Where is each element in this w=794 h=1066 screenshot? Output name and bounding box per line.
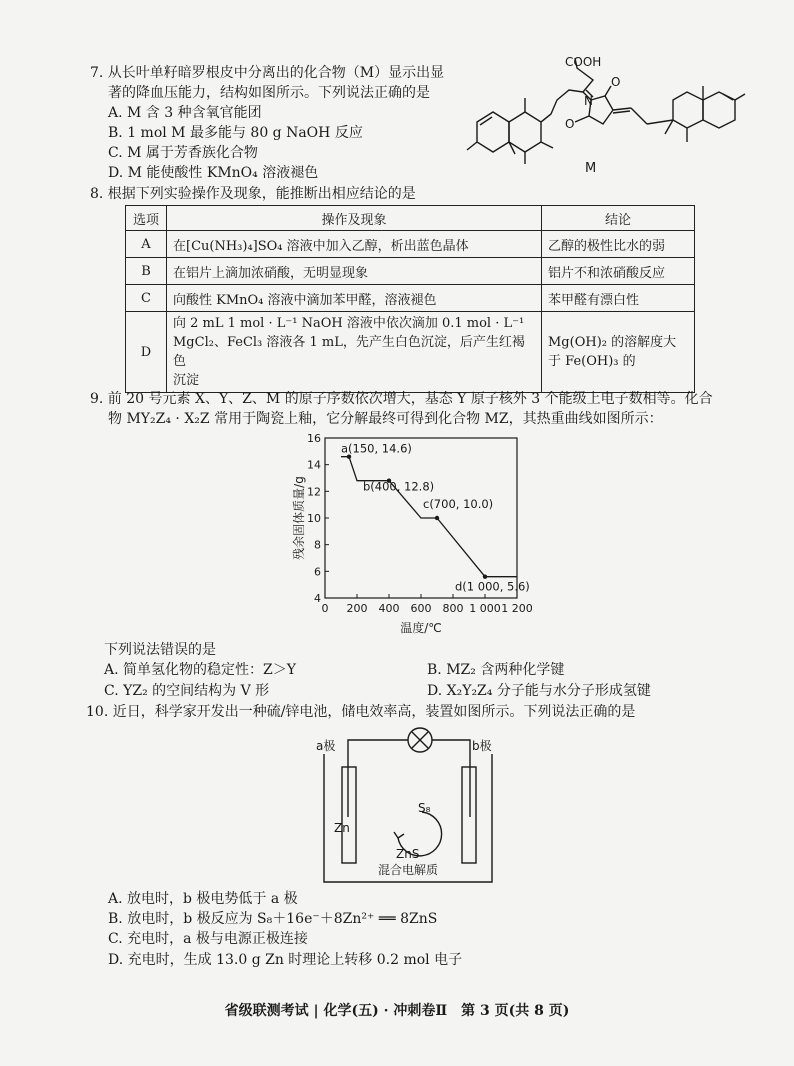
q9-option-b: B. MZ₂ 含两种化学键	[427, 662, 565, 678]
row-operation	[167, 312, 542, 393]
x-tick-label: 0	[321, 602, 329, 615]
x-tick-label: 1 200	[501, 602, 533, 615]
row-option: D	[126, 312, 167, 393]
battery-diagram	[310, 722, 510, 887]
page-footer: 省级联测考试 | 化学(五) · 冲刺卷Ⅱ 第 3 页(共 8 页)	[224, 1003, 570, 1019]
row-operation: 在铝片上滴加浓硝酸，无明显现象	[167, 258, 542, 285]
y-tick-label: 14	[307, 458, 321, 472]
table-row	[126, 231, 695, 258]
x-tick-label: 1 000	[469, 602, 501, 615]
header-operation: 操作及现象	[167, 206, 542, 231]
q10-stem: 10. 近日，科学家开发出一种硫/锌电池，储电效率高，装置如图所示。下列说法正确的是	[86, 704, 636, 720]
x-tick-label: 600	[410, 602, 432, 615]
data-point-label: a(150, 14.6)	[341, 441, 412, 456]
table-row	[126, 285, 695, 312]
q7-option-a: A. M 含 3 种含氧官能团	[108, 105, 262, 121]
row-option: C	[126, 285, 167, 312]
x-axis-label: 温度/℃	[400, 621, 442, 635]
q9-prompt: 下列说法错误的是	[104, 642, 216, 658]
row-conclusion	[542, 312, 695, 393]
header-option: 选项	[126, 206, 167, 231]
q7-option-d: D. M 能使酸性 KMnO₄ 溶液褪色	[108, 165, 319, 181]
o-label-top: O	[611, 75, 621, 89]
y-tick-label: 10	[307, 512, 321, 525]
q9-option-c: C. YZ₂ 的空间结构为 V 形	[104, 683, 270, 699]
table-row	[126, 312, 695, 393]
data-point	[435, 516, 439, 520]
q9-stem-line2: 物 MY₂Z₄ · X₂Z 常用于陶瓷上釉，它分解最终可得到化合物 MZ，其热重曲线如图所示：	[108, 411, 663, 427]
row-operation-line3: 沉淀	[173, 373, 200, 388]
x-tick-label: 200	[346, 602, 368, 615]
row-conclusion: 乙醇的极性比水的弱	[542, 231, 695, 258]
q7-stem-line1: 7. 从长叶单籽暗罗根皮中分离出的化合物（M）显示出显	[90, 65, 445, 81]
q7-stem-line2: 著的降血压能力，结构如图所示。下列说法正确的是	[108, 85, 430, 101]
thermogravimetric-chart	[285, 428, 545, 638]
y-tick-label: 8	[314, 538, 321, 552]
x-tick-label: 800	[442, 602, 464, 615]
electrode-b-label: b极	[472, 739, 492, 753]
y-tick-label: 6	[314, 565, 321, 579]
table-row	[126, 258, 695, 285]
header-conclusion: 结论	[542, 206, 695, 231]
series-line	[341, 457, 517, 577]
data-point	[483, 574, 487, 578]
x-tick-label: 400	[378, 602, 400, 615]
row-operation-line1: 向 2 mL 1 mol · L⁻¹ NaOH 溶液中依次滴加 0.1 mol · L⁻¹	[173, 316, 525, 331]
row-operation-line2: MgCl₂、FeCl₃ 溶液各 1 mL，先产生白色沉淀，后产生红褐色	[173, 335, 525, 369]
row-option: B	[126, 258, 167, 285]
q9-option-a: A. 简单氢化物的稳定性：Z＞Y	[104, 662, 296, 678]
q8-table	[125, 205, 695, 393]
row-operation: 在[Cu(NH₃)₄]SO₄ 溶液中加入乙醇，析出蓝色晶体	[167, 231, 542, 258]
row-conclusion-line1: Mg(OH)₂ 的溶解度大	[548, 335, 677, 350]
data-point-label: d(1 000, 5.6)	[455, 579, 530, 594]
row-conclusion-line2: 于 Fe(OH)₃ 的	[548, 354, 636, 369]
s8-label: S₈	[418, 801, 431, 815]
table-header-row	[126, 206, 695, 231]
zns-label: ZnS	[396, 847, 420, 861]
zn-label: Zn	[334, 821, 350, 835]
row-conclusion: 铝片不和浓硝酸反应	[542, 258, 695, 285]
cooh-label: COOH	[565, 55, 602, 69]
o-label-bottom: O	[565, 117, 575, 131]
row-operation: 向酸性 KMnO₄ 溶液中滴加苯甲醛，溶液褪色	[167, 285, 542, 312]
q9-stem-line1: 9. 前 20 号元素 X、Y、Z、M 的原子序数依次增大，基态 Y 原子核外 3 个能级上电子数相等。化合	[90, 391, 713, 407]
row-option: A	[126, 231, 167, 258]
q9-option-d: D. X₂Y₂Z₄ 分子能与水分子形成氢键	[427, 683, 651, 699]
q7-option-b: B. 1 mol M 最多能与 80 g NaOH 反应	[108, 125, 363, 141]
q10-option-a: A. 放电时，b 极电势低于 a 极	[108, 891, 298, 907]
compound-m-label: M	[585, 161, 597, 176]
q10-option-d: D. 充电时，生成 13.0 g Zn 时理论上转移 0.2 mol 电子	[108, 952, 463, 968]
q8-stem: 8. 根据下列实验操作及现象，能推断出相应结论的是	[90, 186, 416, 202]
compound-m-structure	[465, 50, 755, 185]
electrolyte-label: 混合电解质	[378, 863, 439, 877]
q10-option-b: B. 放电时，b 极反应为 S₈＋16e⁻＋8Zn²⁺ ══ 8ZnS	[108, 911, 438, 927]
electrode-a-label: a极	[316, 739, 336, 753]
y-tick-label: 4	[314, 592, 321, 605]
n-label: N	[584, 94, 593, 108]
q10-option-c: C. 充电时，a 极与电源正极连接	[108, 931, 308, 947]
y-axis-label: 残余固体质量/g	[292, 476, 306, 560]
q7-option-c: C. M 属于芳香族化合物	[108, 145, 258, 161]
s8-electrode	[462, 767, 476, 863]
row-conclusion: 苯甲醛有漂白性	[542, 285, 695, 312]
y-tick-label: 12	[307, 485, 321, 499]
data-point-label: b(400, 12.8)	[363, 479, 435, 494]
data-point-label: c(700, 10.0)	[423, 497, 494, 511]
y-tick-label: 16	[307, 432, 321, 445]
zn-electrode	[342, 767, 356, 863]
